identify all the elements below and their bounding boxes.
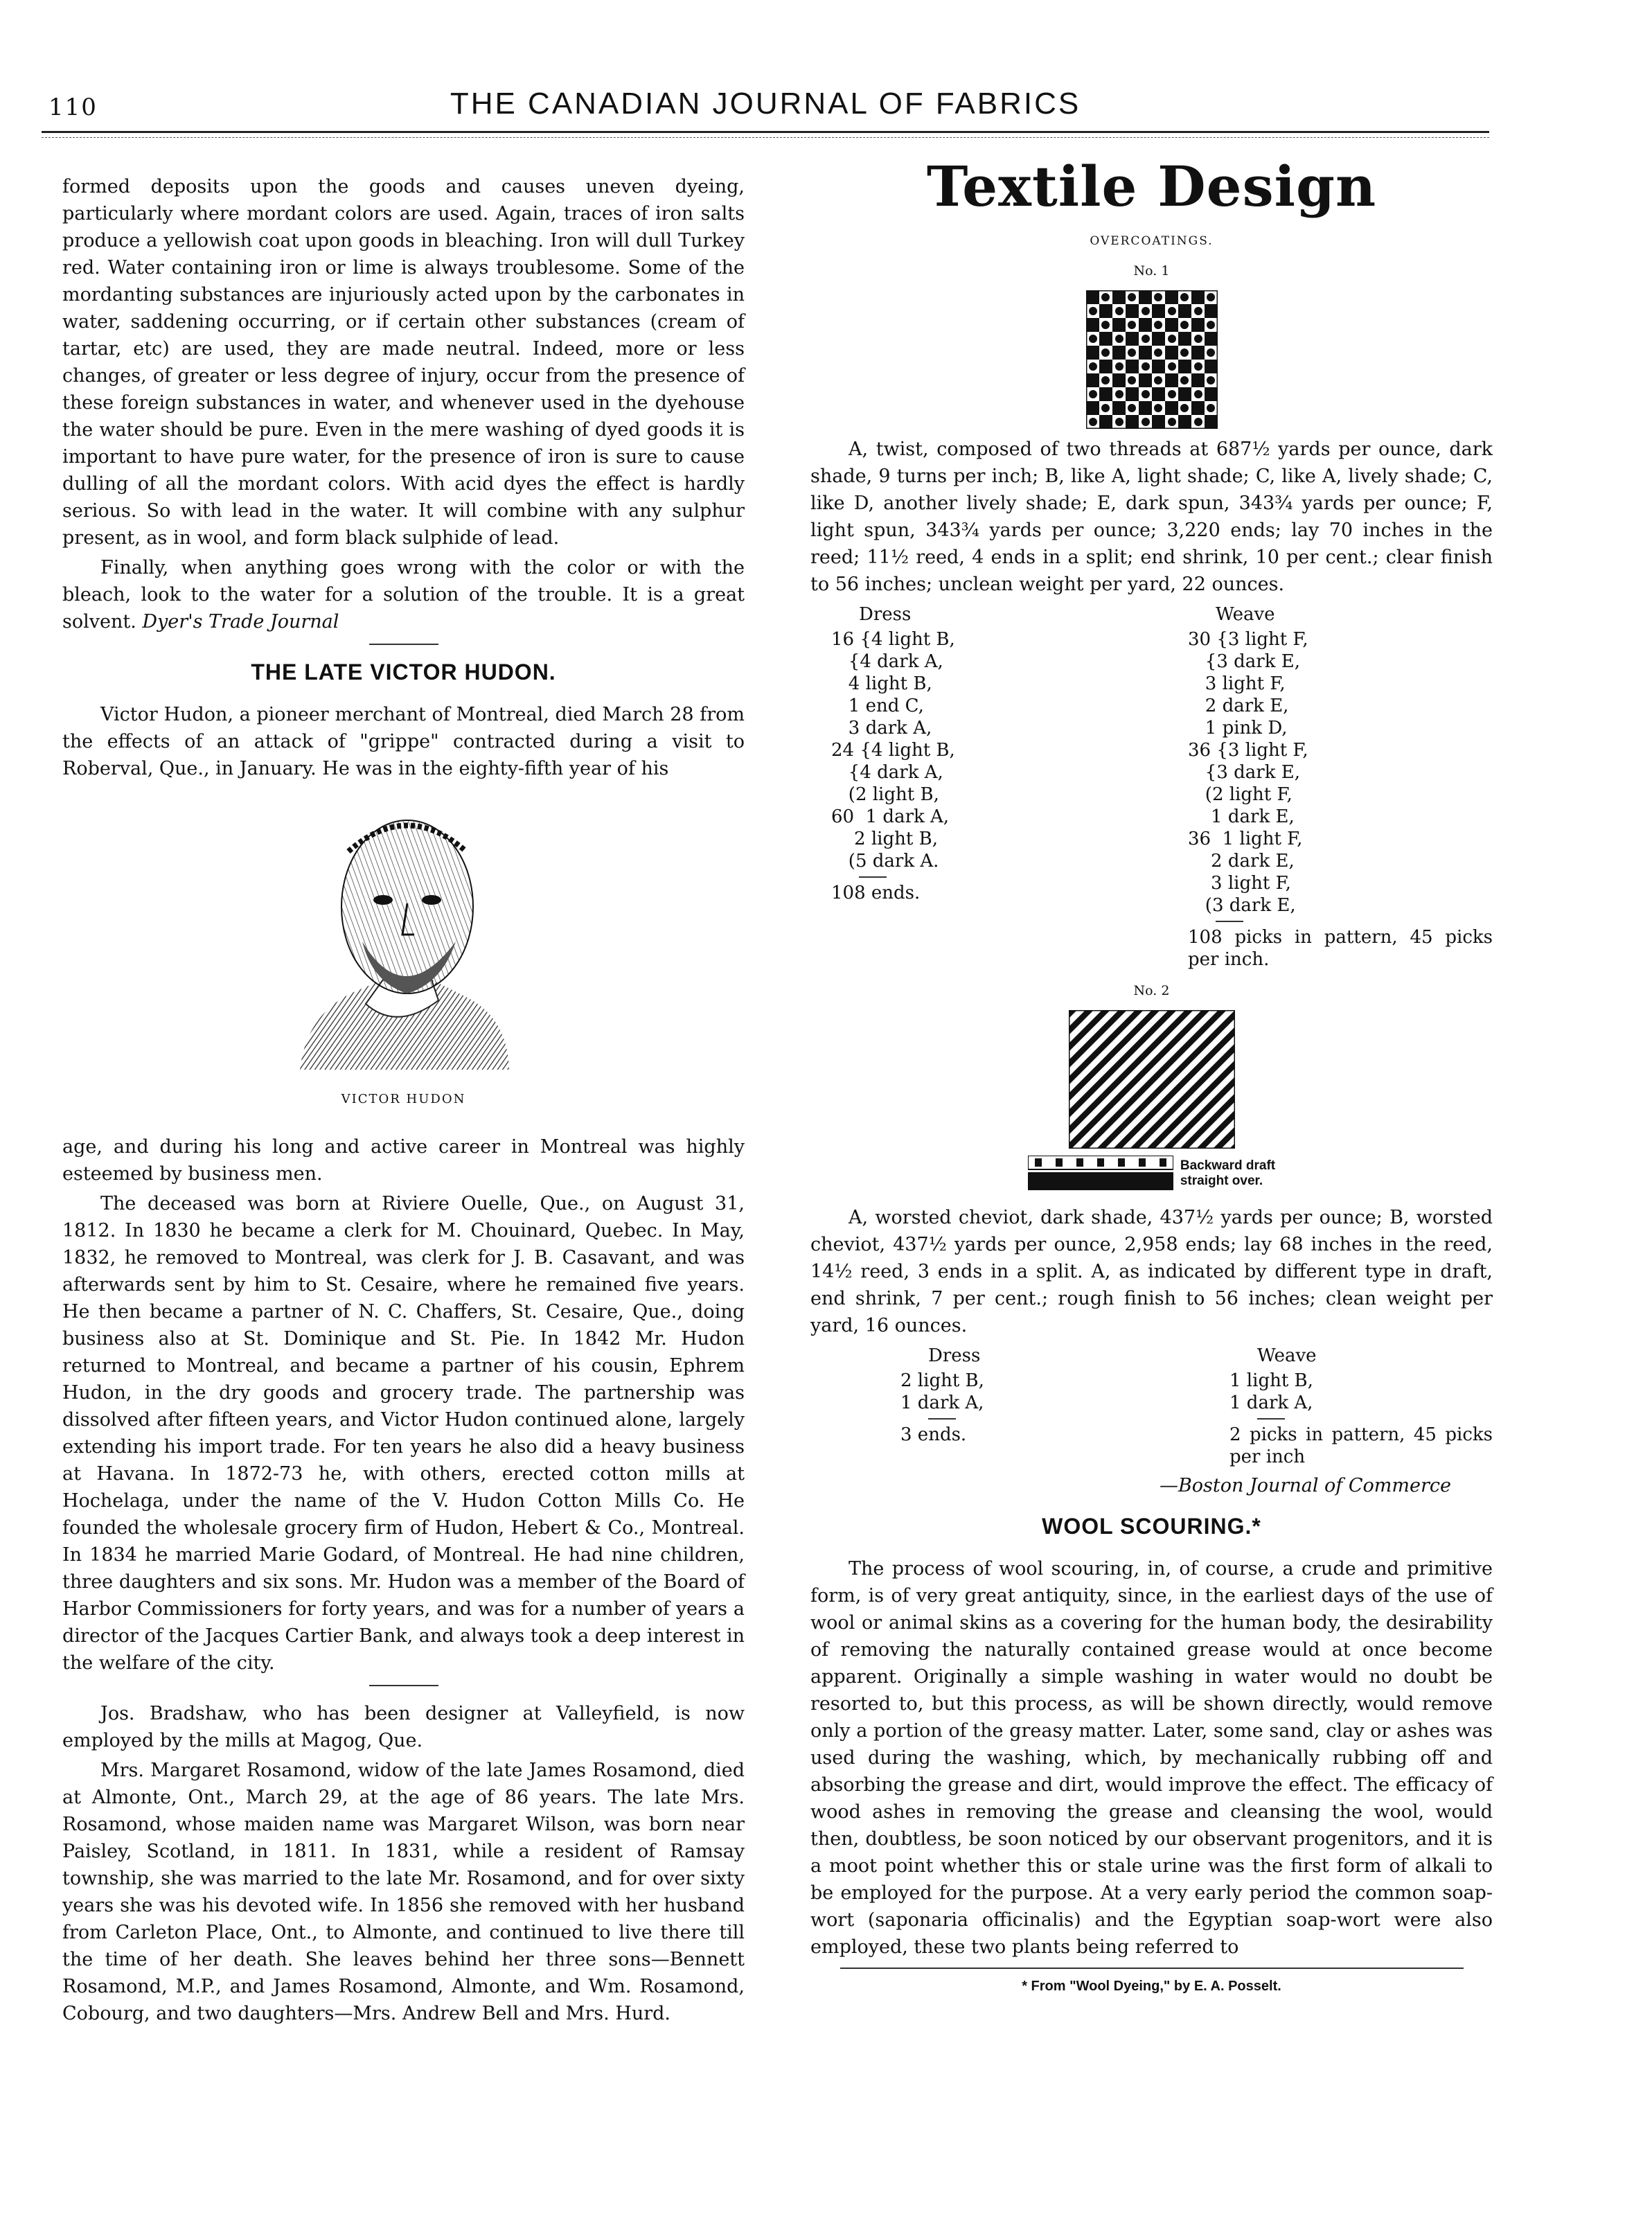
textile-design-title: Textile Design [926, 154, 1377, 219]
boston-journal-credit: —Boston Journal of Commerce [1159, 1475, 1451, 1496]
bradshaw-notice: Jos. Bradshaw, who has been designer at Valleyfield, is now employed by the mills at Magog, Que. [62, 1703, 745, 1751]
dress-row: 24 {4 light B, [831, 740, 955, 761]
water-conclusion-text: Finally, when anything goes wrong with the color or with the bleach, look to the water for a solution of the trouble. It is a great solvent. [62, 557, 745, 633]
right-column [810, 154, 1493, 2000]
dress-row: 4 light B, [831, 673, 932, 694]
rosamond-obituary: Mrs. Margaret Rosamond, widow of the late James Rosamond, died at Almonte, Ont., March 29, at the age of 86 years. The late Mrs. Rosamond, whose maiden name was Margaret Wilson, was born near Paisley, Scotland, in 1811. In 1831, while a resident of Ramsay township, she was married to the late Mr. Rosamond, and for over sixty years she was his devoted wife. In 1856 she removed with her husband from Carleton Place, Ont., to Almonte, and continued to live there till the time of her death. She leaves behind her three sons—Bennett Rosamond, M.P., and James Rosamond, Almonte, and Wm. Rosamond, Cobourg, and two daughters—Mrs. Andrew Bell and Mrs. Hurd. [62, 1760, 745, 2024]
straight-over-line: straight over. [1180, 1174, 1263, 1188]
weave-total: 2 picks in pattern, 45 picks per inch [1229, 1424, 1493, 1467]
pattern-no2-draft [900, 1345, 1493, 1468]
dress-heading: Dress [928, 1345, 981, 1366]
dress-total-rule [859, 876, 887, 878]
dress-row: {4 dark A, [831, 651, 943, 672]
hudon-intro: Victor Hudon, a pioneer merchant of Montreal, died March 28 from the effects of an attack of "grippe" contracted during a visit to Roberval, Que., in January. He was in the eighty-fifth year of his [62, 704, 745, 779]
weave-row: 1 light B, [1229, 1370, 1313, 1391]
weave-row: 36 1 light F, [1188, 829, 1303, 849]
weave-row: 36 {3 light F, [1188, 740, 1308, 761]
weave-heading: Weave [1257, 1345, 1317, 1366]
left-column [62, 173, 745, 2030]
dress-row: {4 dark A, [831, 762, 943, 783]
portrait-caption: VICTOR HUDON [341, 1092, 466, 1106]
draft-strip [1028, 1156, 1173, 1192]
weave-total-rule [1257, 1418, 1285, 1420]
backward-draft-note [810, 1156, 1493, 1192]
section-divider [369, 1685, 438, 1686]
dress-row: 1 end C, [831, 696, 924, 716]
weave-row: 1 dark A, [1229, 1393, 1313, 1413]
portrait-figure [258, 803, 549, 1113]
dress-row: 3 dark A, [831, 718, 932, 739]
hudon-biography: The deceased was born at Riviere Ouelle, Que., on August 31, 1812. In 1830 he became a clerk for M. Chouinard, Quebec. In May, 1832, he removed to Montreal, was clerk for J. B. Casavant, and was afterwards sent by him to St. Cesaire, where he remained five years. He then became a partner of N. C. Chaffers, St. Cesaire, Que., doing business also at St. Dominique and St. Pie. In 1842 Mr. Hudon returned to Montreal, and became a partner of his cousin, Ephrem Hudon, in the dry goods and grocery trade. The partnership was dissolved after fifteen years, and Victor Hudon continued alone, largely extending his import trade. For ten years he also did a heavy business at Havana. In 1872-73 he, with others, erected cotton mills at Hochelaga, under the name of the V. Hudon Cotton Mills Co. He founded the wholesale grocery firm of Hudon, Hebert & Co., Montreal. In 1834 he married Marie Godard, of Montreal. He had nine children, three daughters and six sons. Mr. Hudon was a member of the Board of Harbor Commissioners for forty years, and was for a number of years a director of the Jacques Cartier Bank, and always took a deep interest in the welfare of the city. [62, 1193, 745, 1674]
dress-row: 16 {4 light B, [831, 629, 955, 650]
footnote: * From "Wool Dyeing," by E. A. Posselt. [1022, 1979, 1281, 1994]
page-header [42, 73, 1489, 142]
section-divider [369, 644, 438, 645]
backward-draft-line: Backward draft [1180, 1158, 1276, 1173]
pattern-no2-description: A, worsted cheviot, dark shade, 437½ yards per ounce; B, worsted cheviot, 437½ yards per ounce, 2,958 ends; lay 68 inches in the reed, 14½ reed, 3 ends in a split. A, as indicated by different type in draft, end shrink, 7 per cent.; rough finish to 56 inches; clean weight per yard, 16 ounces. [810, 1207, 1493, 1336]
pattern-no2-label: No. 2 [1133, 983, 1170, 998]
weave-total: 108 picks in pattern, 45 picks per inch. [1188, 927, 1493, 970]
weave-row: 30 {3 light F, [1188, 629, 1308, 650]
portrait-engraving [293, 803, 515, 1073]
pattern-no1-swatch [1086, 290, 1218, 429]
dress-total-rule [928, 1418, 956, 1420]
wool-scouring-heading: WOOL SCOURING.* [1042, 1514, 1261, 1539]
header-rule [42, 131, 1489, 138]
water-conclusion [62, 554, 745, 635]
dress-row: (2 light B, [831, 784, 939, 805]
hudon-heading: THE LATE VICTOR HUDON. [251, 660, 556, 684]
no2-weave-column [1229, 1345, 1493, 1468]
dress-row: (5 dark A. [831, 851, 939, 872]
weave-total-rule [1216, 921, 1243, 922]
water-paragraph: formed deposits upon the goods and causes uneven dyeing, particularly where mordant colors are used. Again, traces of iron salts produce a yellowish coat upon goods in bleaching. Iron will dull Turkey red. Water containing iron or lime is always troublesome. Some of the mordanting substances are injuriously acted upon by the carbonates in water, saddening occurring, or if certain other substances (cream of tartar, etc) are used, they are made neutral. Indeed, more or less changes, of greater or less degree of injury, occur from the presence of these foreign substances in water, and whenever used in the dyehouse the water should be pure. Even in the mere washing of dyed goods it is important to have pure water, for the presence of iron is sure to cause dulling of all the mordant colors. With acid dyes the effect is hardly serious. So with lead in the water. It will combine with any sulphur present, as in wool, and form black sulphide of lead. [62, 176, 745, 549]
dress-row: 2 light B, [900, 1370, 984, 1391]
weave-heading: Weave [1216, 604, 1275, 625]
weave-row: (2 light F, [1188, 784, 1293, 805]
pattern-no1-description: A, twist, composed of two threads at 687½ yards per ounce, dark shade, 9 turns per inch; B, like A, light shade; C, like A, lively shade; C, like D, another lively shade; E, dark spun, 343¾ yards per ounce; F, light spun, 343¾ yards per ounce; 3,220 ends; lay 70 inches in the reed; 11½ reed, 4 ends in a split; end shrink, 10 per cent.; clear finish to 56 inches; unclean weight per yard, 22 ounces. [810, 439, 1493, 595]
dress-row: 60 1 dark A, [831, 806, 950, 827]
overcoatings-caption: OVERCOATINGS. [1090, 234, 1214, 248]
weave-row: {3 dark E, [1188, 651, 1300, 672]
dress-total: 108 ends. [831, 883, 921, 903]
weave-row: 1 pink D, [1188, 718, 1288, 739]
weave-row: {3 dark E, [1188, 762, 1300, 783]
journal-title: THE CANADIAN JOURNAL OF FABRICS [450, 87, 1081, 121]
page-number: 110 [48, 94, 98, 121]
source-credit: Dyer's Trade Journal [142, 611, 339, 633]
weave-row: 3 light F, [1188, 673, 1286, 694]
pattern-no1-draft [831, 603, 1493, 971]
weave-row: (3 dark E, [1188, 895, 1296, 916]
no1-dress-column [831, 603, 1136, 971]
wool-scouring-text: The process of wool scouring, in, of course, a crude and primitive form, is of very great antiquity, since, in the earliest days of the use of wool or animal skins as a covering for the human body, the desirability of removing the naturally contained grease would at once become apparent. Originally a simple washing in water would no doubt be resorted to, but this process, as will be shown directly, would remove only a portion of the greasy matter. Later, some sand, clay or ashes was used during the washing, which, by mechanically rubbing off and absorbing the grease and dirt, would improve the effect. The efficacy of wood ashes in removing the grease and cleansing the wool, would then, doubtless, be soon noticed by our observant progenitors, and it is a moot point whether this or stale urine was the first form of alkali to be employed for the purpose. At a very early period the common soap-wort (saponaria officinalis) and the Egyptian soap-wort were also employed, these two plants being referred to [810, 1558, 1493, 1958]
pattern-no1-label: No. 1 [1133, 263, 1170, 279]
weave-row: 2 dark E, [1188, 851, 1295, 872]
no2-dress-column [900, 1345, 1164, 1468]
weave-row: 2 dark E, [1188, 696, 1289, 716]
dress-row: 2 light B, [831, 829, 938, 849]
weave-row: 1 dark E, [1188, 806, 1295, 827]
footnote-rule [840, 1968, 1464, 1969]
no1-weave-column [1188, 603, 1493, 971]
dress-row: 1 dark A, [900, 1393, 984, 1413]
dress-heading: Dress [859, 604, 912, 625]
pattern-no2-swatch [1069, 1010, 1235, 1149]
dress-total: 3 ends. [900, 1424, 967, 1445]
hudon-career: age, and during his long and active career in Montreal was highly esteemed by business men. [62, 1136, 745, 1185]
weave-row: 3 light F, [1188, 873, 1291, 894]
backward-draft-text [1180, 1158, 1275, 1189]
